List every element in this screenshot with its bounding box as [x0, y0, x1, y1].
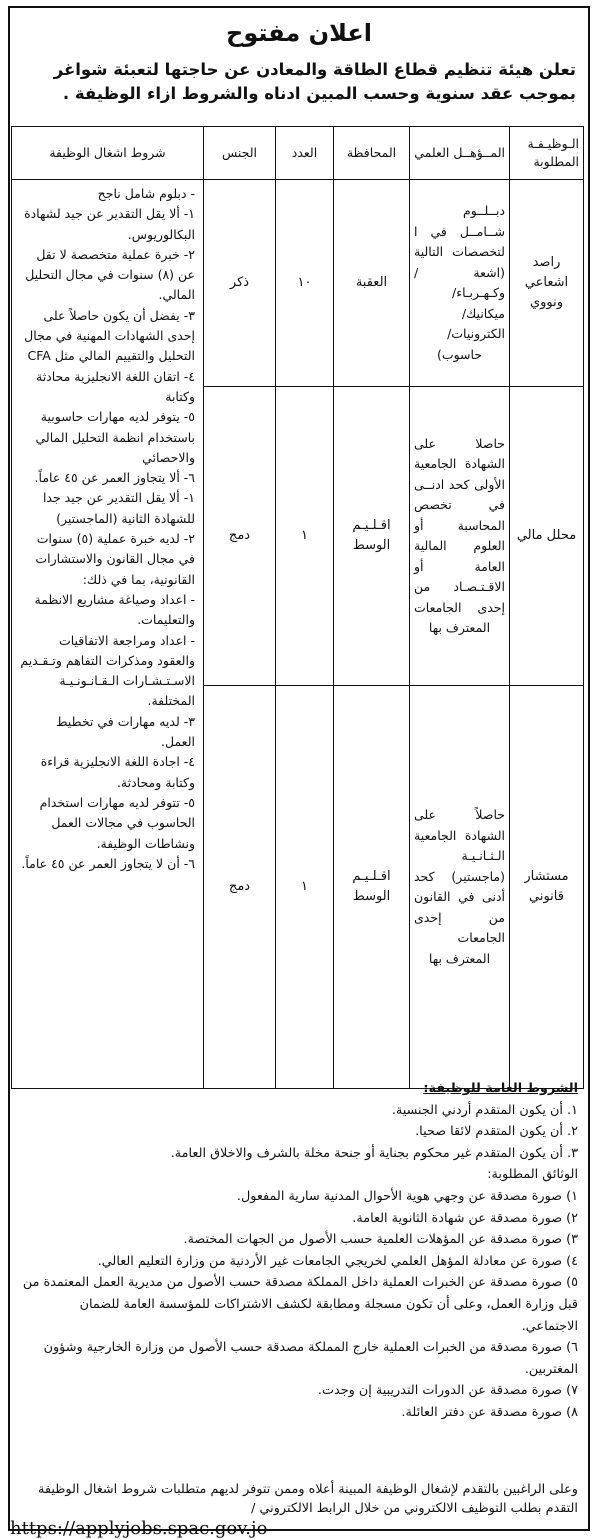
closing-paragraph — [20, 1480, 578, 1518]
job-conditions — [12, 180, 204, 1089]
job-gender: دمج — [204, 686, 276, 1089]
job-count: ١ — [276, 387, 334, 686]
header-governorate: المحافظة — [334, 127, 410, 180]
table-row — [12, 180, 584, 387]
general-conditions-heading: الشروط العامة للوظيفة: — [423, 1081, 578, 1096]
job-qualification: حاصلاً على الشهادة الجامعية الـثـانـيـة (ماجستير) كحد أدنى في القانون من إحدى الجامعات المعترف بها — [410, 686, 510, 1089]
job-governorate: اقـلـيـم الوسط — [334, 686, 410, 1089]
condition-item: - دبلوم شامل ناجح — [97, 186, 195, 201]
document-item: ٥) صورة مصدقة عن الخبرات العملية داخل المملكة مصدقة حسب الأصول من مديرية العمل المعتمدة من قبل وزارة العمل، وعلى أن تكون مسجلة ومطابقة لكشف الاشتراكات للمؤسسة العامة للضمان الاجتماعي. — [22, 1275, 578, 1334]
job-title: مستشار قانوني — [510, 686, 584, 1089]
condition-item: ٢- خبرة عملية متخصصة لا تقل عن (٨) سنوات في مجال التحليل المالي. — [25, 246, 195, 303]
job-qualification: دبــلــوم شــامــل في ا لتخصصات التالية (اشعة / وكـهـربـاء/ ميكانيك/ الكترونيات/ حاسوب) — [410, 180, 510, 387]
job-governorate: العقبة — [334, 180, 410, 387]
general-conditions — [20, 1078, 578, 1424]
job-count: ١ — [276, 686, 334, 1089]
header-qualification: المــؤهــل العلمي — [410, 127, 510, 180]
header-job: الـوظيـفـة المطلوبة — [510, 127, 584, 180]
condition-item: ٣- يفضل أن يكون حاصلاً على إحدى الشهادات المهنية في مجال التحليل والتقييم المالي مثل CFA — [24, 307, 195, 364]
condition-item: ٥- يتوفر لديه مهارات حاسوبية باستخدام انظمة التحليل المالي والاحصائي — [35, 409, 195, 465]
condition-item: ٣- لديه مهارات في تخطيط العمل. — [55, 713, 195, 750]
document-item: ٨) صورة مصدقة عن دفتر العائلة. — [401, 1404, 578, 1420]
condition-item: ٤- اجادة اللغة الانجليزية قراءة وكتابة ومحادثة. — [40, 754, 195, 790]
job-governorate: اقـلـيـم الوسط — [334, 387, 410, 686]
document-item: ٣) صورة مصدقة عن المؤهلات العلمية حسب الأصول من الجهات المختصة. — [183, 1232, 578, 1248]
condition-item: ٦- أن لا يتجاوز العمر عن ٤٥ عاماً. — [21, 855, 195, 871]
general-condition-item: ١. أن يكون المتقدم أردني الجنسية. — [391, 1102, 578, 1118]
closing-text: وعلى الراغبين بالتقدم لإشغال الوظيفة المبينة أعلاه وممن تتوفر لديهم متطلبات شروط اشغال الوظيفة التقدم بطلب التوظيف الالكتروني من خلال الرابط الالكتروني / — [38, 1482, 578, 1516]
announcement-title: اعلان مفتوح — [226, 19, 372, 47]
job-gender: دمج — [204, 387, 276, 686]
condition-item: - اعداد وصياغة مشاريع الانظمة والتعليمات. — [34, 591, 195, 628]
condition-item: - اعداد ومراجعة الاتفاقيات والعقود ومذكرات التفاهم وتـقـديم الاسـتـشـارات الـقـانـونـيـة المختلفة. — [20, 632, 195, 709]
condition-item: ١- ألا يقل التقدير عن جيد لشهادة البكالوريوس. — [24, 206, 195, 242]
jobs-table — [11, 126, 584, 1089]
table-header-row — [12, 127, 584, 180]
condition-item: ٦- ألا يتجاوز العمر عن ٤٥ عاماً. — [34, 470, 195, 486]
job-title: راصد اشعاعي ونووي — [510, 180, 584, 387]
document-item: ٤) صورة عن معادلة المؤهل العلمي لخريجي الجامعات غير الأردنية من وزارة التعليم العالي. — [97, 1253, 578, 1269]
required-documents-heading: الوثائق المطلوبة: — [487, 1167, 578, 1183]
intro-line-1: تعلن هيئة تنظيم قطاع الطاقة والمعادن عن حاجتها لتعبئة شواغر — [53, 60, 576, 79]
announcement-page — [8, 6, 590, 1539]
condition-item: ٥- تتوفر لديه مهارات استخدام الحاسوب في مجالات العمل ونشاطات الوظيفة. — [39, 794, 195, 851]
general-condition-item: ٢. أن يكون المتقدم لائقا صحيا. — [415, 1124, 578, 1140]
header-conditions: شروط اشغال الوظيفة — [12, 127, 204, 180]
condition-item: ٢- لديه خبرة عملية (٥) سنوات في مجال القانون والاستشارات القانونية، بما في ذلك: — [35, 531, 195, 587]
document-item: ٢) صورة مصدقة عن شهادة الثانوية العامة. — [352, 1210, 578, 1226]
general-condition-item: ٣. أن يكون المتقدم غير محكوم بجناية أو جنحة مخلة بالشرف والاخلاق العامة. — [170, 1145, 578, 1161]
header-gender: الجنس — [204, 127, 276, 180]
condition-item: ١- ألا يقل التقدير عن جيد جدا للشهادة الثانية (الماجستير) — [42, 490, 195, 526]
job-count: ١٠ — [276, 180, 334, 387]
header-count: العدد — [276, 127, 334, 180]
document-item: ٦) صورة مصدقة من الخبرات العملية خارج المملكة مصدقة حسب الأصول من وزارة الخارجية وشؤون المغتربين. — [43, 1340, 578, 1377]
intro-line-2: بموجب عقد سنوية وحسب المبين ادناه والشروط ازاء الوظيفة . — [62, 84, 576, 103]
job-qualification: حاصلا على الشهادة الجامعية الأولى كحد ادنــى في تخصص المحاسبة أو العلوم المالية العامة أو الاقـتـصـاد من إحدى الجامعات المعترف بها — [410, 387, 510, 686]
document-item: ٧) صورة مصدقة عن الدورات التدريبية إن وجدت. — [317, 1383, 578, 1399]
document-item: ١) صورة مصدقة عن وجهي هوية الأحوال المدنية سارية المفعول. — [236, 1188, 578, 1204]
condition-item: ٤- اتقان اللغة الانجليزية محادثة وكتابة — [36, 368, 195, 404]
job-gender: ذكر — [204, 180, 276, 387]
announcement-intro — [10, 50, 588, 114]
job-title: محلل مالي — [510, 387, 584, 686]
apply-link[interactable]: https://applyjobs.spac.gov.jo — [10, 1518, 268, 1539]
